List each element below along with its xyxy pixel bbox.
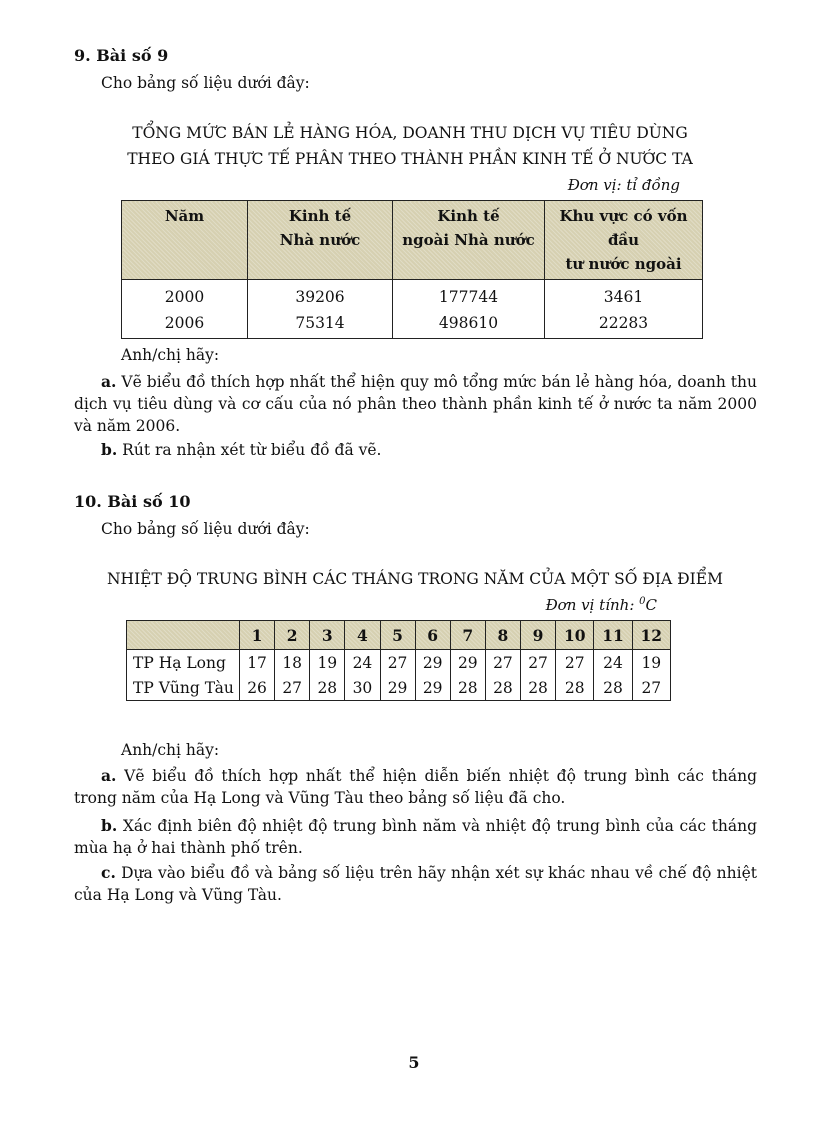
table-cell: 27 <box>632 675 670 701</box>
location-name: TP Hạ Long <box>127 650 240 676</box>
month-header: 1 <box>240 621 275 650</box>
ex10-unit-suffix: C <box>645 596 657 614</box>
ex9-table <box>121 200 703 339</box>
ex10-heading: 10. Bài số 10 <box>74 492 191 511</box>
month-header: 10 <box>556 621 594 650</box>
ex10-task-a-label: a. <box>101 766 117 785</box>
table-cell: 177744 <box>393 280 545 311</box>
month-header: 6 <box>415 621 450 650</box>
ex10-task-b-text: Xác định biên độ nhiệt độ trung bình năm và nhiệt độ trung bình của các tháng mùa hạ ở hai thành phố trên. <box>74 817 757 857</box>
month-header: 11 <box>594 621 632 650</box>
ex9-header-foreign <box>545 201 703 280</box>
table-cell: 28 <box>310 675 345 701</box>
table-cell: 28 <box>556 675 594 701</box>
month-header: 4 <box>345 621 380 650</box>
ex10-task-c <box>74 862 757 906</box>
table-cell: 27 <box>275 675 310 701</box>
table-row <box>127 675 671 701</box>
table-cell: 27 <box>485 650 520 676</box>
ex9-task-a-label: a. <box>101 372 117 391</box>
table-cell: 28 <box>594 675 632 701</box>
ex10-table-title: NHIỆT ĐỘ TRUNG BÌNH CÁC THÁNG TRONG NĂM CỦA MỘT SỐ ĐỊA ĐIỂM <box>106 570 723 588</box>
ex10-unit-prefix: Đơn vị tính: <box>545 596 640 614</box>
table-cell: 28 <box>485 675 520 701</box>
table-cell: 24 <box>594 650 632 676</box>
table-cell: 30 <box>345 675 380 701</box>
ex9-header-nonstate-line1: Kinh tế <box>437 207 500 225</box>
ex9-table-header-row <box>122 201 703 280</box>
table-row <box>122 310 703 339</box>
location-name: TP Vũng Tàu <box>127 675 240 701</box>
table-cell: 28 <box>521 675 556 701</box>
ex10-table-header-row <box>127 621 671 650</box>
table-cell: 27 <box>380 650 415 676</box>
ex9-header-nonstate-line2: ngoài Nhà nước <box>402 231 535 249</box>
table-cell: 2006 <box>122 310 248 339</box>
page-number: 5 <box>408 1053 420 1072</box>
ex9-header-foreign-line1: Khu vực có vốn đầu <box>559 207 688 249</box>
ex9-header-year <box>122 201 248 280</box>
table-cell: 27 <box>556 650 594 676</box>
table-cell: 27 <box>521 650 556 676</box>
table-cell: 75314 <box>248 310 393 339</box>
ex9-header-year-text: Năm <box>164 207 205 225</box>
table-cell: 22283 <box>545 310 703 339</box>
ex10-task-intro: Anh/chị hãy: <box>121 741 220 759</box>
table-cell: 29 <box>380 675 415 701</box>
month-header: 7 <box>450 621 485 650</box>
table-cell: 17 <box>240 650 275 676</box>
ex9-header-nonstate <box>393 201 545 280</box>
table-row <box>127 650 671 676</box>
ex9-task-intro: Anh/chị hãy: <box>121 346 220 364</box>
table-cell: 3461 <box>545 280 703 311</box>
ex10-task-c-label: c. <box>101 863 116 882</box>
table-cell: 29 <box>415 650 450 676</box>
table-row <box>122 280 703 311</box>
ex9-task-b-label: b. <box>101 440 118 459</box>
ex10-task-b-label: b. <box>101 816 118 835</box>
table-cell: 29 <box>415 675 450 701</box>
ex9-table-title-line1: TỔNG MỨC BÁN LẺ HÀNG HÓA, DOANH THU DỊCH VỤ TIÊU DÙNG <box>132 124 688 142</box>
ex10-table <box>126 620 671 701</box>
table-cell: 28 <box>450 675 485 701</box>
month-header: 5 <box>380 621 415 650</box>
ex10-header-empty <box>127 621 240 650</box>
ex10-unit <box>420 596 657 614</box>
ex9-unit: Đơn vị: tỉ đồng <box>567 176 680 194</box>
ex9-task-b-text: Rút ra nhận xét từ biểu đồ đã vẽ. <box>117 441 382 459</box>
table-cell: 19 <box>310 650 345 676</box>
table-cell: 498610 <box>393 310 545 339</box>
month-header: 2 <box>275 621 310 650</box>
ex9-header-state <box>248 201 393 280</box>
table-cell: 2000 <box>122 280 248 311</box>
ex9-task-a-text: Vẽ biểu đồ thích hợp nhất thể hiện quy mô tổng mức bán lẻ hàng hóa, doanh thu dịch vụ tiêu dùng và cơ cấu của nó phân theo thành phần kinh tế ở nước ta năm 2000 và năm 2006. <box>74 373 757 435</box>
ex9-heading: 9. Bài số 9 <box>74 46 169 65</box>
ex9-header-foreign-line2: tư nước ngoài <box>565 255 682 273</box>
ex10-task-a <box>74 765 757 809</box>
ex10-unit-sup: 0 <box>639 596 646 607</box>
month-header: 3 <box>310 621 345 650</box>
table-cell: 39206 <box>248 280 393 311</box>
table-cell: 19 <box>632 650 670 676</box>
ex9-task-a <box>74 371 757 437</box>
ex10-task-b <box>74 815 757 859</box>
ex10-task-a-text: Vẽ biểu đồ thích hợp nhất thể hiện diễn biến nhiệt độ trung bình các tháng trong năm của Hạ Long và Vũng Tàu theo bảng số liệu đã cho. <box>74 767 757 807</box>
ex9-header-state-line2: Nhà nước <box>279 231 361 249</box>
month-header: 9 <box>521 621 556 650</box>
table-cell: 26 <box>240 675 275 701</box>
month-header: 8 <box>485 621 520 650</box>
ex9-table-title-line2: THEO GIÁ THỰC TẾ PHÂN THEO THÀNH PHẦN KINH TẾ Ở NƯỚC TA <box>127 150 693 168</box>
month-header: 12 <box>632 621 670 650</box>
table-cell: 18 <box>275 650 310 676</box>
ex10-task-c-text: Dựa vào biểu đồ và bảng số liệu trên hãy nhận xét sự khác nhau về chế độ nhiệt của Hạ Long và Vũng Tàu. <box>74 864 757 904</box>
ex10-intro: Cho bảng số liệu dưới đây: <box>101 520 310 538</box>
ex9-task-b <box>74 439 757 461</box>
ex9-header-state-line1: Kinh tế <box>288 207 352 225</box>
table-cell: 29 <box>450 650 485 676</box>
table-cell: 24 <box>345 650 380 676</box>
ex9-intro: Cho bảng số liệu dưới đây: <box>101 74 310 92</box>
